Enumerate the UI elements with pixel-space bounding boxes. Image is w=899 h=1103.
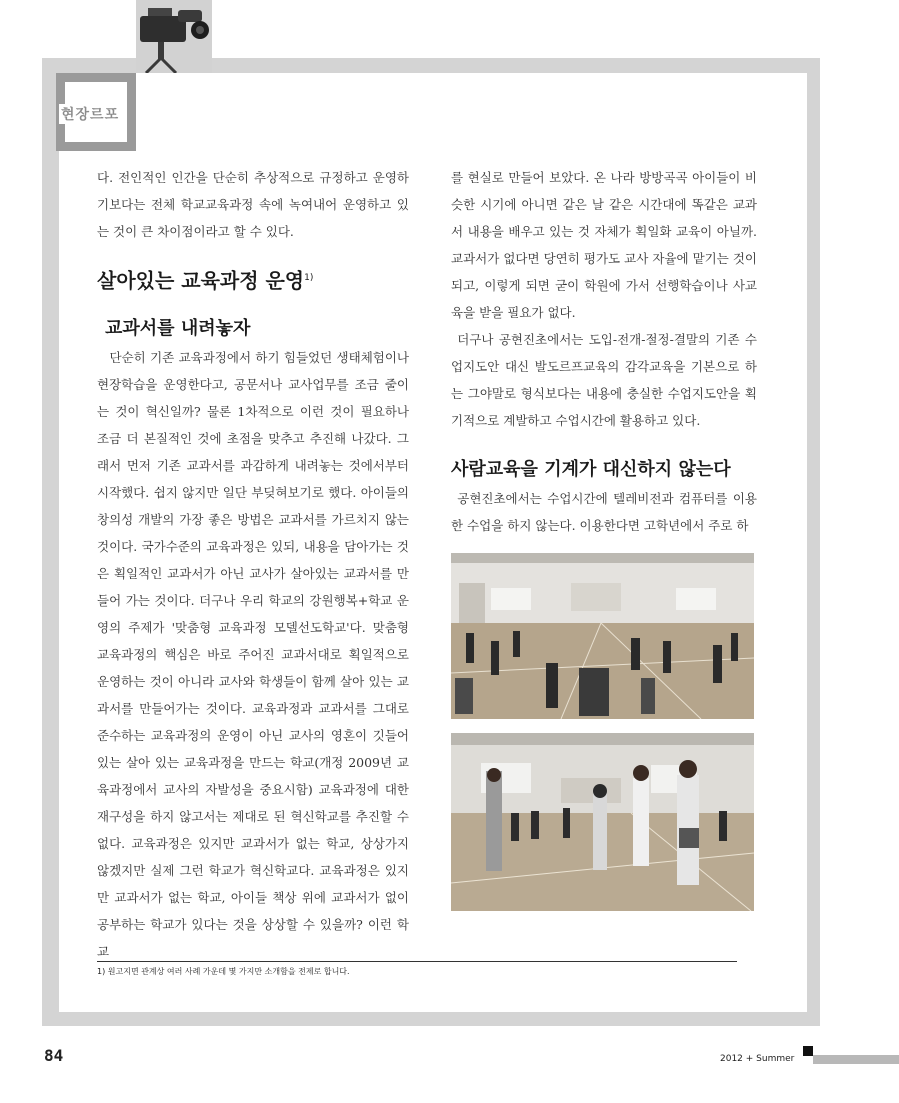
section-tag-label: 현장르포 — [59, 104, 121, 124]
footer-square-mark — [803, 1046, 813, 1056]
subheading: 교과서를 내려놓자 — [105, 317, 251, 339]
footnote-marker: 1) — [304, 273, 314, 283]
paragraph-second: 더구나 공현진초에서는 도입-전개-절정-결말의 기존 수업지도안 대신 발도르프교육의 감각교육을 기본으로 하는 그야말로 형식보다는 내용에 충실한 수업지도안을 획기적으로 계발하고 수업시간에 활용하고 있다. — [451, 332, 757, 428]
left-column — [97, 164, 409, 965]
page-number: 84 — [44, 1046, 64, 1065]
issue-label: 2012 + Summer — [720, 1054, 795, 1064]
section-heading-text: 살아있는 교육과정 운영 — [97, 268, 305, 293]
right-column — [451, 164, 757, 539]
paragraph-body: 단순히 기존 교육과정에서 하기 힘들었던 생태체험이나 현장학습을 운영한다고, 공문서나 교사업무를 조금 줄이는 것이 혁신일까? 물론 1차적으로 이런 것이 필요하나 조금 더 본질적인 것에 초점을 맞추고 추진해 나갔다. 그래서 먼저 기존 교과서를 과감하게 내려놓는 것에서부터 시작했다. 쉽지 않지만 일단 부딪혀보기로 했다. 아이들의 창의성 개발의 가장 좋은 방법은 교과서를 가르치지 않는 것이다. 국가수준의 교육과정은 있되, 내용을 담아가는 것은 획일적인 교과서가 아닌 교사가 살아있는 교과서를 만들어 가는 것이다. 더구나 우리 학교의 강원행복+학교 운영의 주제가 '맞춤형 교육과정 모델선도학교'다. 맞춤형 교육과정의 핵심은 바로 주어진 교과서대로 획일적으로 운영하는 것이 아니라 교사와 학생들이 함께 살아 있는 교과서를 만들어가는 것이다. 교육과정과 교과서를 그대로 준수하는 교육과정의 운영이 아닌 교사의 영혼이 깃들어 있는 살아 있는 교육과정을 만드는 학교(개정 2009년 교육과정에서 교사의 자발성을 중요시함) 교육과정에 대한 재구성을 하지 않고서는 제대로 된 혁신학교를 추진할 수 없다. 교육과정은 있지만 교과서가 없는 학교, 상상가지 않겠지만 실제 그런 학교가 혁신학교다. 교육과정은 있지만 교과서가 없는 학교, 아이들 책상 위에 교과서가 없이 공부하는 학교가 있다는 것을 상상할 수 있을까? 이런 학교 — [97, 349, 409, 959]
footnote: 1) 원고지면 관계상 여러 사례 가운데 몇 가지만 소개함을 전제로 합니다. — [97, 967, 350, 976]
gym-photo-2 — [451, 733, 754, 911]
section-heading — [97, 265, 409, 295]
section-tag — [56, 73, 136, 151]
paragraph-continued: 를 현실로 만들어 보았다. 온 나라 방방곡곡 아이들이 비슷한 시기에 아니면 같은 날 같은 시간대에 똑같은 교과서 내용을 배우고 있는 것 자체가 획일화 교육이 아닐까. 교과서가 없다면 당연히 평가도 교사 자율에 맡기는 것이 되고, 이렇게 되면 굳이 학원에 가서 선행학습이나 사교육을 받을 필요가 없다. — [451, 170, 757, 320]
camera-photo — [136, 0, 212, 73]
paragraph-intro: 다. 전인적인 인간을 단순히 추상적으로 규정하고 운영하기보다는 전체 학교교육과정 속에 녹여내어 운영하고 있는 것이 큰 차이점이라고 할 수 있다. — [97, 170, 409, 239]
footer-bar — [813, 1055, 899, 1064]
heading-second: 사람교육을 기계가 대신하지 않는다 — [451, 459, 731, 480]
gym-photo-1 — [451, 553, 754, 719]
paragraph-third: 공현진초에서는 수업시간에 텔레비전과 컴퓨터를 이용한 수업을 하지 않는다. 이용한다면 고학년에서 주로 하 — [451, 491, 757, 533]
footnote-rule — [97, 961, 737, 962]
